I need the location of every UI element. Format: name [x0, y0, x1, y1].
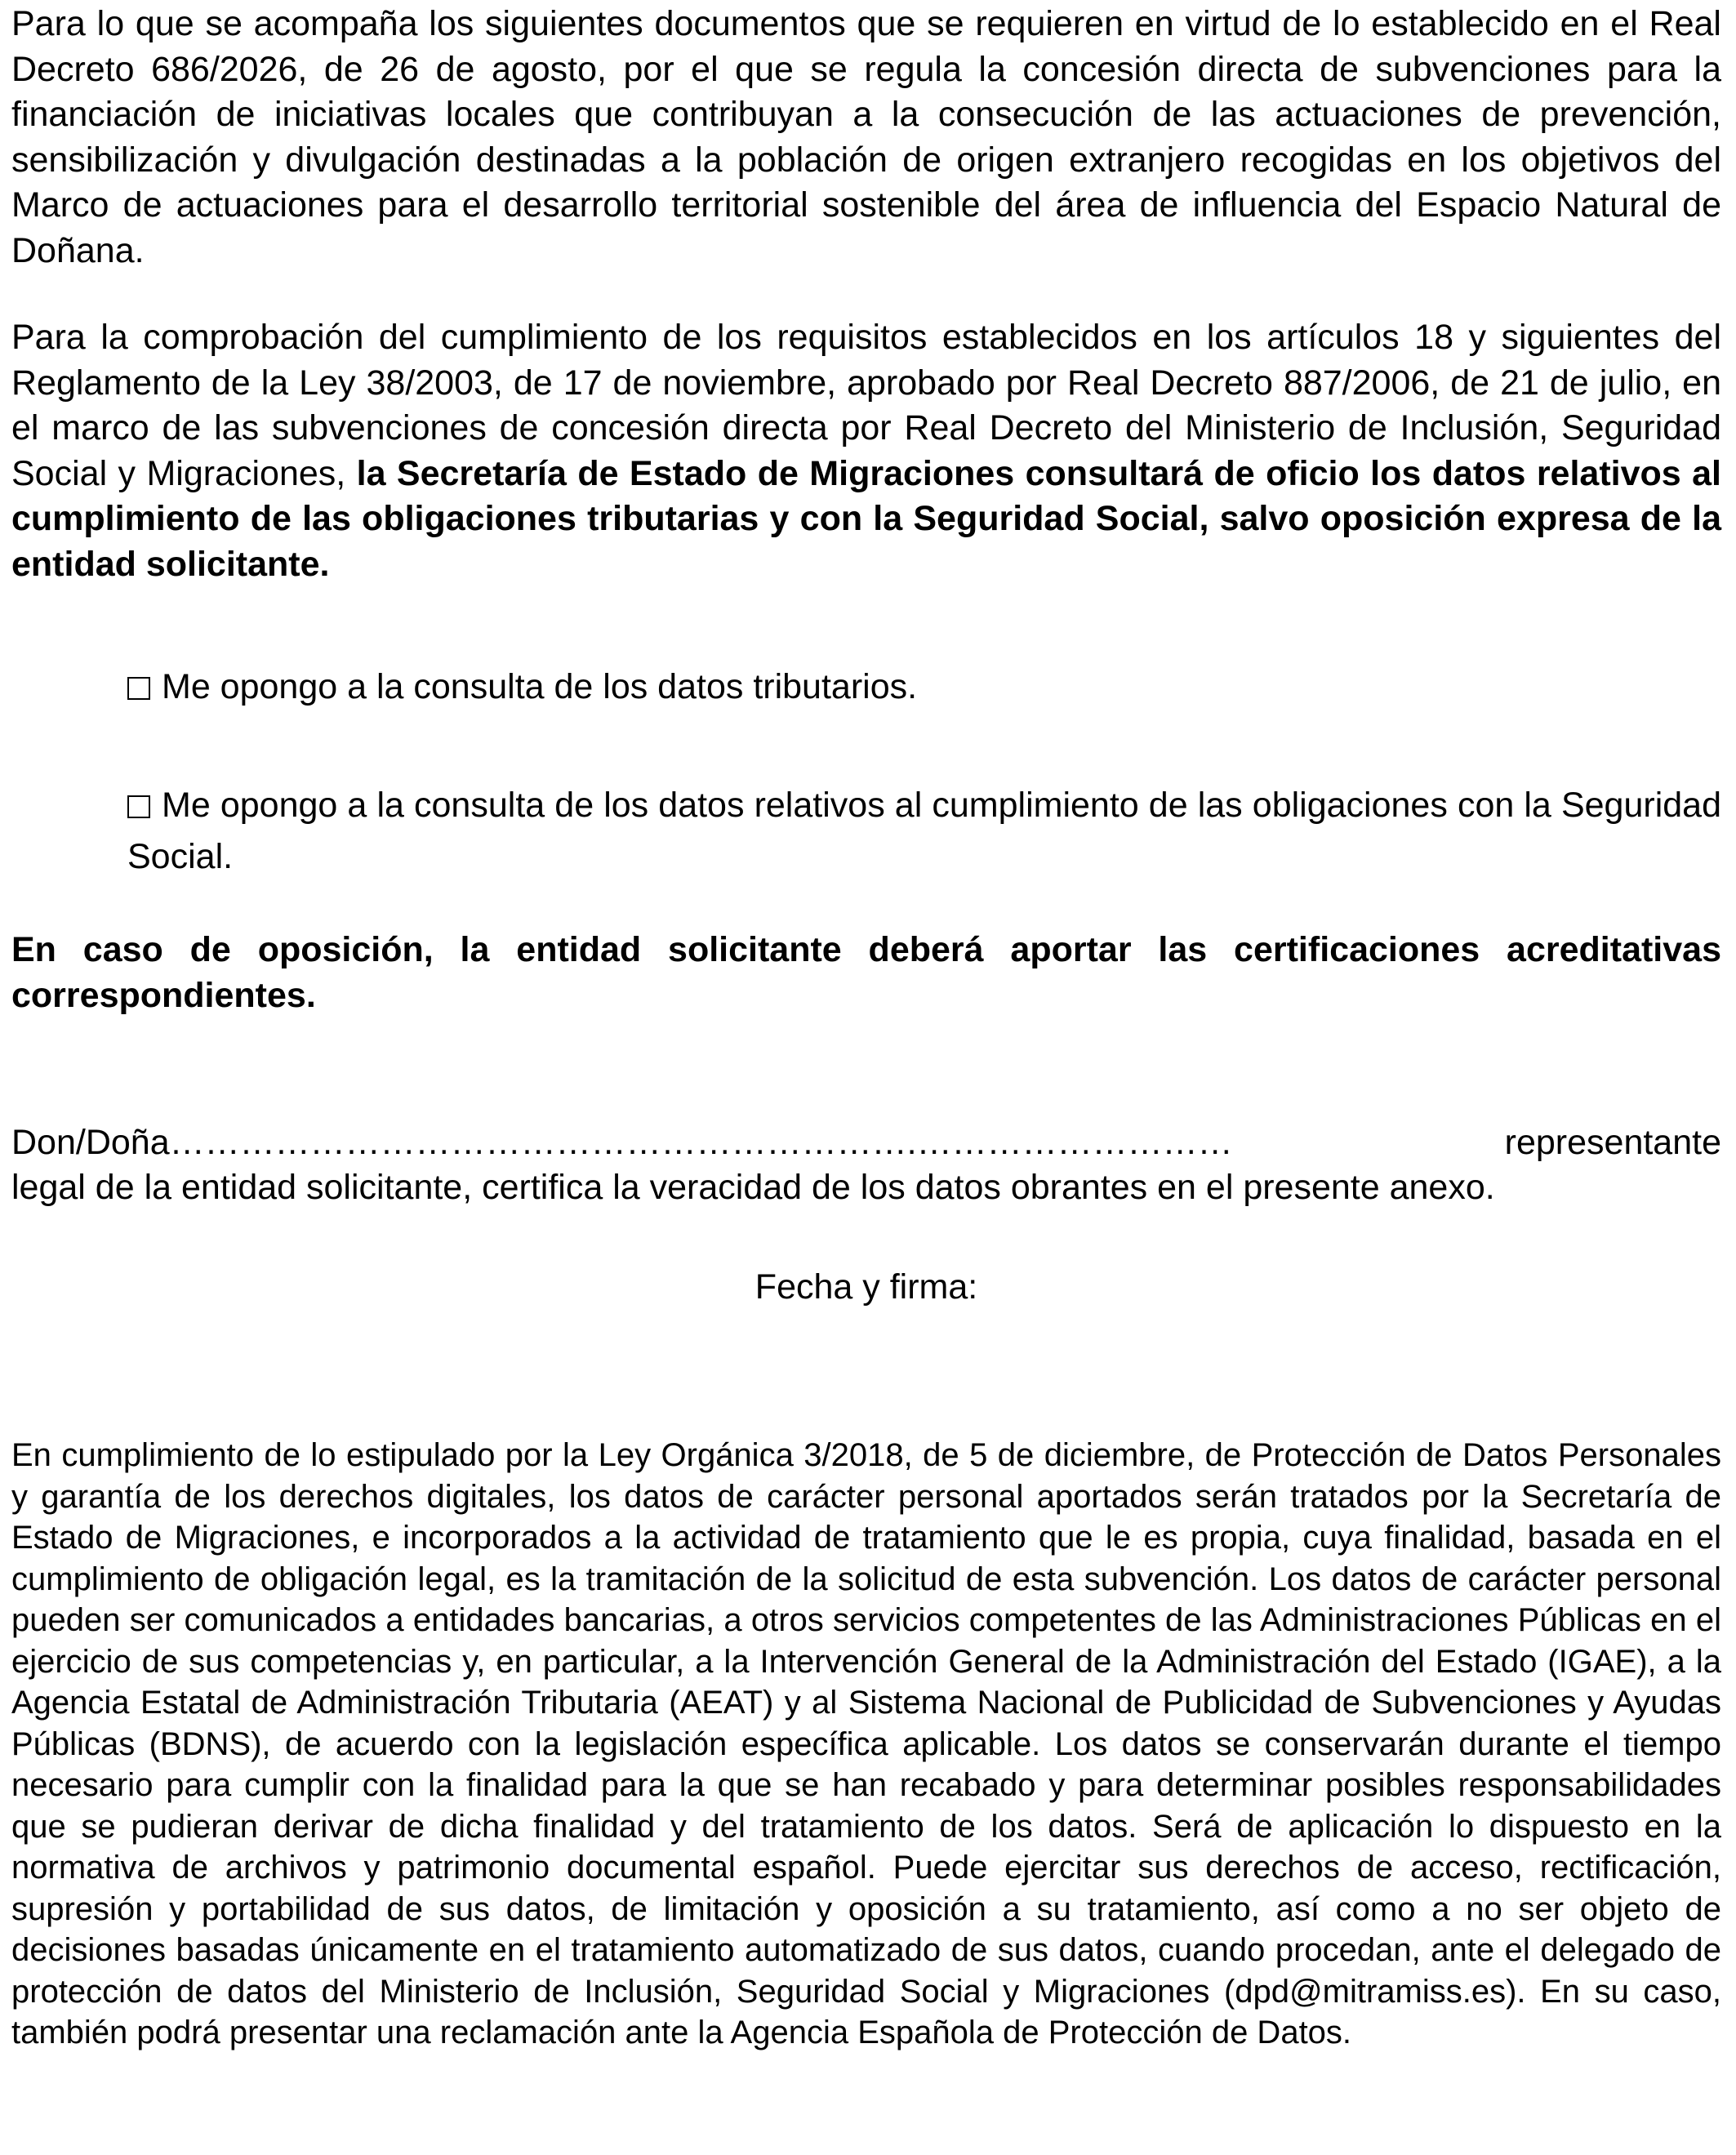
verification-paragraph [11, 315, 1721, 588]
date-signature-label: Fecha y firma: [754, 1267, 978, 1307]
social-security-checkbox[interactable] [127, 795, 150, 818]
option-social-security-label: Me opongo a la consulta de los datos relativos al cumplimiento de las obligaciones con la Seguridad Social. [127, 786, 1721, 876]
option-social-security [127, 780, 1721, 883]
certification-block [11, 1120, 1721, 1210]
certification-role: representante [1504, 1123, 1721, 1162]
certification-name-line: Don/Doña……………………………………………………….……………………… [11, 1123, 1233, 1162]
verification-bold-text: la Secretaría de Estado de Migraciones consultará de oficio los datos relativos al cumplimiento de las obligaciones tributarias y con la Seguridad Social, salvo oposición expresa de la entidad solicitante. [11, 453, 1721, 584]
tax-data-checkbox[interactable] [127, 677, 150, 700]
intro-paragraph: Para lo que se acompaña los siguientes documentos que se requieren en virtud de lo establecido en el Real Decreto 686/2026, de 26 de agosto, por el que se regula la concesión directa de subvenciones para la financiación de iniciativas locales que contribuyan a la consecución de las actuaciones de prevención, sensibilización y divulgación destinadas a la población de origen extranjero recogidas en los objetivos del Marco de actuaciones para el desarrollo territorial sostenible del área de influencia del Espacio Natural de Doñana. [11, 4, 1721, 270]
opposition-note: En caso de oposición, la entidad solicitante deberá aportar las certificaciones acreditativas correspondientes. [11, 930, 1721, 1015]
certification-statement: legal de la entidad solicitante, certifica la veracidad de los datos obrantes en el presente anexo. [11, 1168, 1495, 1207]
privacy-notice: En cumplimiento de lo estipulado por la Ley Orgánica 3/2018, de 5 de diciembre, de Protección de Datos Personales y garantía de los derechos digitales, los datos de carácter personal aportados serán tratados por la Secretaría de Estado de Migraciones, e incorporados a la actividad de tratamiento que le es propia, cuya finalidad, basada en el cumplimiento de obligación legal, es la tramitación de la solicitud de esta subvención. Los datos de carácter personal pueden ser comunicados a entidades bancarias, a otros servicios competentes de las Administraciones Públicas en el ejercicio de sus competencias y, en particular, a la Intervención General de la Administración del Estado (IGAE), a la Agencia Estatal de Administración Tributaria (AEAT) y al Sistema Nacional de Publicidad de Subvenciones y Ayudas Públicas (BDNS), de acuerdo con la legislación específica aplicable. Los datos se conservarán durante el tiempo necesario para cumplir con la finalidad para la que se han recabado y para determinar posibles responsabilidades que se pudieran derivar de dicha finalidad y del tratamiento de los datos. Será de aplicación lo dispuesto en la normativa de archivos y patrimonio documental español. Puede ejercitar sus derechos de acceso, rectificación, supresión y portabilidad de sus datos, de limitación y oposición a su tratamiento, así como a no ser objeto de decisiones basadas únicamente en el tratamiento automatizado de sus datos, cuando procedan, ante el delegado de protección de datos del Ministerio de Inclusión, Seguridad Social y Migraciones (dpd@mitramiss.es). En su caso, también podrá presentar una reclamación ante la Agencia Española de Protección de Datos. [11, 1437, 1721, 2050]
verification-text: Para la comprobación del cumplimiento de los requisitos establecidos en los artículos 18 y siguientes del Reglamento de la Ley 38/2003, de 17 de noviembre, aprobado por Real Decreto 887/2006, de 21 de julio, en el marco de las subvenciones de concesión directa por Real Decreto del Ministerio de Inclusión, Seguridad Social y Migraciones, [11, 318, 1721, 493]
option-tax-data [127, 661, 1721, 713]
option-tax-data-label: Me opongo a la consulta de los datos tributarios. [162, 667, 918, 706]
